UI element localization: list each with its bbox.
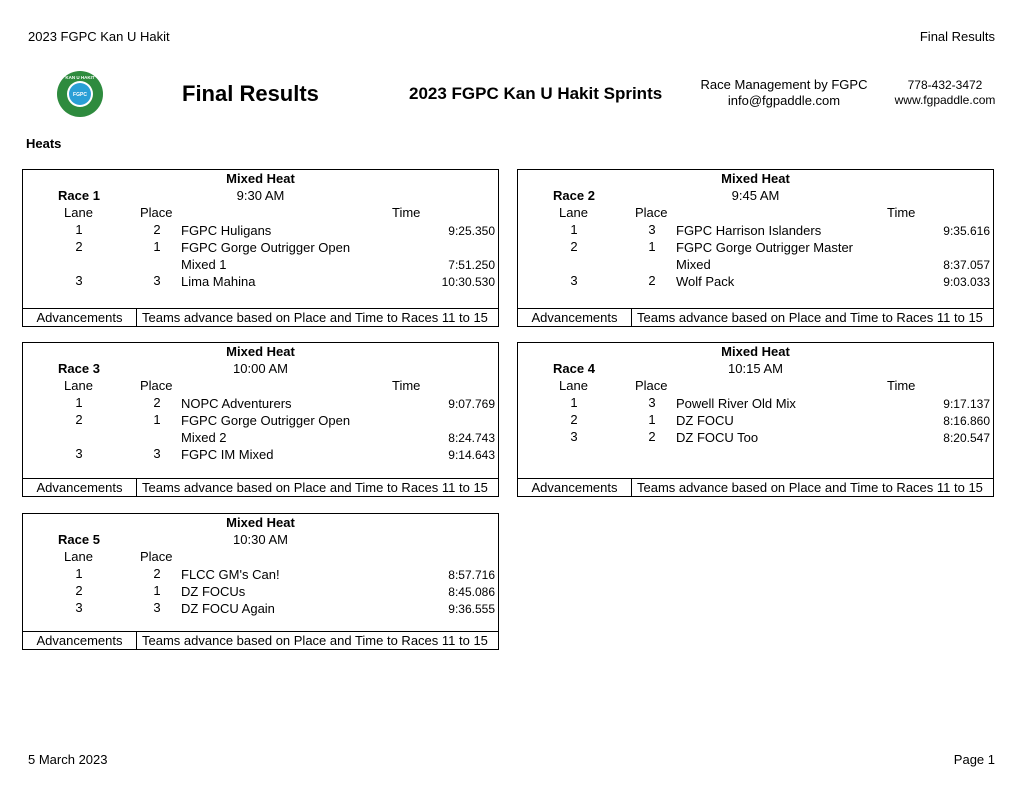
result-row <box>518 412 993 429</box>
lane-value: 2 <box>75 583 83 598</box>
result-row <box>23 412 498 446</box>
result-row <box>23 273 498 290</box>
race-box-3 <box>22 342 499 497</box>
results-rows <box>23 222 498 290</box>
lane-value: 3 <box>75 273 83 288</box>
race-number: Race 1 <box>58 188 100 203</box>
footer-page: Page 1 <box>953 752 995 767</box>
race-type: Mixed Heat <box>226 344 295 359</box>
team-name: FGPC Gorge Outrigger Open Mixed 1 <box>181 240 351 272</box>
race-box-2 <box>517 169 994 327</box>
column-header-lane: Lane <box>64 549 93 564</box>
team-name: FLCC GM's Can! <box>181 567 280 582</box>
lane-value: 1 <box>75 395 83 410</box>
race-management-block <box>694 77 874 109</box>
advancements-row <box>518 308 993 326</box>
place-value: 2 <box>153 566 161 581</box>
race-management-text: Race Management by FGPC <box>700 77 868 92</box>
advancement-rule: Teams advance based on Place and Time to Races 11 to 15 <box>637 310 983 325</box>
place-value: 2 <box>153 222 161 237</box>
lane-value: 1 <box>75 566 83 581</box>
race-start-time: 10:15 AM <box>728 361 783 376</box>
result-row <box>518 429 993 446</box>
advancements-row <box>518 478 993 496</box>
place-value: 1 <box>648 239 656 254</box>
race-type: Mixed Heat <box>721 344 790 359</box>
race-type: Mixed Heat <box>226 515 295 530</box>
fgpc-logo <box>56 70 104 118</box>
result-time: 9:07.769 <box>448 397 495 411</box>
column-header-place: Place <box>635 378 668 393</box>
section-heading-heats: Heats <box>26 136 62 151</box>
column-header-lane: Lane <box>64 378 93 393</box>
lane-value: 1 <box>570 395 578 410</box>
results-rows <box>518 222 993 290</box>
result-row <box>23 566 498 583</box>
result-time: 8:57.716 <box>448 568 495 582</box>
logo-inner-text: FGPC <box>73 92 87 98</box>
lane-value: 2 <box>75 239 83 254</box>
advancements-label: Advancements <box>518 479 632 496</box>
result-row <box>518 222 993 239</box>
race-box-5 <box>22 513 499 650</box>
result-time: 7:51.250 <box>448 258 495 272</box>
column-header-place: Place <box>140 549 173 564</box>
race-box-4 <box>517 342 994 497</box>
results-rows <box>23 566 498 617</box>
team-name: FGPC Gorge Outrigger Master Mixed <box>676 240 853 272</box>
team-name: Wolf Pack <box>676 274 735 289</box>
race-box-1 <box>22 169 499 327</box>
race-type: Mixed Heat <box>226 171 295 186</box>
place-value: 3 <box>153 446 161 461</box>
lane-value: 3 <box>75 600 83 615</box>
place-value: 1 <box>648 412 656 427</box>
result-time: 8:24.743 <box>448 431 495 445</box>
website-text: www.fgpaddle.com <box>894 93 996 107</box>
race-start-time: 9:30 AM <box>236 188 285 203</box>
race-start-time: 10:30 AM <box>233 532 288 547</box>
advancement-rule: Teams advance based on Place and Time to Races 11 to 15 <box>142 310 488 325</box>
result-time: 8:45.086 <box>448 585 495 599</box>
lane-value: 2 <box>570 412 578 427</box>
team-name: DZ FOCU Again <box>181 601 275 616</box>
result-time: 9:14.643 <box>448 448 495 462</box>
lane-value: 3 <box>75 446 83 461</box>
column-header-lane: Lane <box>559 378 588 393</box>
place-value: 2 <box>648 429 656 444</box>
running-header-left: 2023 FGPC Kan U Hakit <box>28 29 170 44</box>
result-time: 8:37.057 <box>943 258 990 272</box>
race-number: Race 4 <box>553 361 595 376</box>
contact-block <box>890 78 1000 108</box>
lane-value: 1 <box>75 222 83 237</box>
results-rows <box>518 395 993 446</box>
column-header-lane: Lane <box>559 205 588 220</box>
race-number: Race 3 <box>58 361 100 376</box>
lane-value: 3 <box>570 429 578 444</box>
team-name: FGPC IM Mixed <box>181 447 274 462</box>
footer-date: 5 March 2023 <box>28 752 108 767</box>
column-header-place: Place <box>140 378 173 393</box>
advancements-label: Advancements <box>23 632 137 649</box>
team-name: FGPC Huligans <box>181 223 272 238</box>
advancements-row <box>23 631 498 649</box>
advancement-rule: Teams advance based on Place and Time to Races 11 to 15 <box>637 480 983 495</box>
logo-ring-text: KAN U HAKIT <box>65 75 95 80</box>
lane-value: 3 <box>570 273 578 288</box>
team-name: DZ FOCU <box>676 413 734 428</box>
column-header-time: Time <box>887 378 916 393</box>
place-value: 3 <box>648 395 656 410</box>
page-title: Final Results <box>182 81 319 106</box>
advancements-label: Advancements <box>518 309 632 326</box>
advancements-row <box>23 478 498 496</box>
results-rows <box>23 395 498 463</box>
result-time: 9:25.350 <box>448 224 495 238</box>
column-header-place: Place <box>140 205 173 220</box>
race-start-time: 9:45 AM <box>731 188 780 203</box>
result-row <box>23 583 498 600</box>
team-name: FGPC Harrison Islanders <box>676 223 822 238</box>
place-value: 1 <box>153 239 161 254</box>
column-header-place: Place <box>635 205 668 220</box>
running-header-right: Final Results <box>919 29 995 44</box>
email-text: info@fgpaddle.com <box>727 93 841 108</box>
place-value: 1 <box>153 412 161 427</box>
lane-value: 2 <box>75 412 83 427</box>
place-value: 1 <box>153 583 161 598</box>
result-row <box>23 395 498 412</box>
place-value: 2 <box>153 395 161 410</box>
column-header-time: Time <box>887 205 916 220</box>
advancement-rule: Teams advance based on Place and Time to Races 11 to 15 <box>142 633 488 648</box>
place-value: 2 <box>648 273 656 288</box>
event-title: 2023 FGPC Kan U Hakit Sprints <box>409 84 663 103</box>
advancements-label: Advancements <box>23 479 137 496</box>
result-row <box>23 239 498 273</box>
race-type: Mixed Heat <box>721 171 790 186</box>
advancement-rule: Teams advance based on Place and Time to Races 11 to 15 <box>142 480 488 495</box>
result-time: 10:30.530 <box>441 275 495 289</box>
result-row <box>23 600 498 617</box>
result-row <box>518 395 993 412</box>
result-time: 8:20.547 <box>943 431 990 445</box>
team-name: Powell River Old Mix <box>676 396 796 411</box>
result-row <box>518 239 993 273</box>
place-value: 3 <box>153 600 161 615</box>
column-header-time: Time <box>392 378 421 393</box>
race-number: Race 2 <box>553 188 595 203</box>
race-number: Race 5 <box>58 532 100 547</box>
race-start-time: 10:00 AM <box>233 361 288 376</box>
team-name: DZ FOCUs <box>181 584 246 599</box>
team-name: NOPC Adventurers <box>181 396 292 411</box>
phone-text: 778-432-3472 <box>907 78 983 92</box>
column-header-lane: Lane <box>64 205 93 220</box>
lane-value: 1 <box>570 222 578 237</box>
advancements-row <box>23 308 498 326</box>
result-row <box>23 222 498 239</box>
result-time: 8:16.860 <box>943 414 990 428</box>
advancements-label: Advancements <box>23 309 137 326</box>
team-name: Lima Mahina <box>181 274 256 289</box>
result-time: 9:03.033 <box>943 275 990 289</box>
result-time: 9:17.137 <box>943 397 990 411</box>
result-time: 9:36.555 <box>448 602 495 616</box>
lane-value: 2 <box>570 239 578 254</box>
team-name: FGPC Gorge Outrigger Open Mixed 2 <box>181 413 351 445</box>
result-row <box>23 446 498 463</box>
place-value: 3 <box>153 273 161 288</box>
column-header-time: Time <box>392 205 421 220</box>
result-row <box>518 273 993 290</box>
place-value: 3 <box>648 222 656 237</box>
team-name: DZ FOCU Too <box>676 430 759 445</box>
result-time: 9:35.616 <box>943 224 990 238</box>
